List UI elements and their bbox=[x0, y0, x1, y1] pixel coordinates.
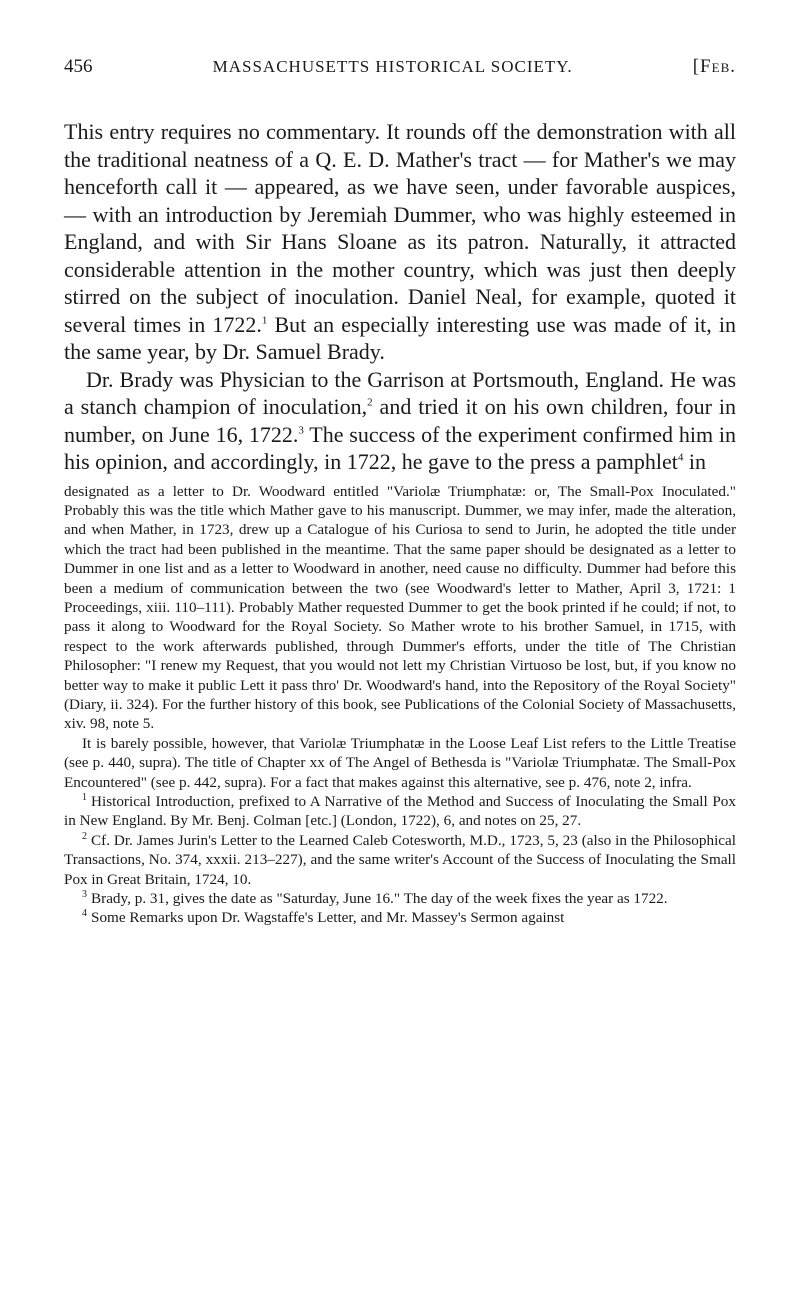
footnote-4: $^4$ Some Remarks upon Dr. Wagstaffe's Letter, and Mr. Massey's Sermon against bbox=[82, 908, 565, 927]
footnote-2: $^2$ Cf. Dr. James Jurin's Letter to the Learned Caleb Cotesworth, M.D., 1723, 5, 23 (also in the Philosophical Transactions, No. 374, xxxii. 213–227), and the same writer's Account of the Success of Inoculating the Small Pox in Great Britain, 1724, 10. bbox=[64, 830, 736, 888]
journal-title: MASSACHUSETTS HISTORICAL SOCIETY. bbox=[212, 57, 573, 76]
footnotes bbox=[64, 482, 736, 928]
footnote-marker: 2 bbox=[82, 830, 87, 842]
footnote-continued-2: It is barely possible, however, that Variolæ Triumphatæ in the Loose Leaf List refers to the Little Treatise (see p. 440, supra). The title of Chapter xx of The Angel of Bethesda is "Variolæ Triumphatæ. The Small-Pox Encountered" (see p. 442, supra). For a fact that makes against this alternative, see p. 476, note 2, infra. bbox=[64, 734, 736, 791]
paragraph-1: This entry requires no commentary. It rounds off the demonstration with all the traditional neatness of a Q. E. D. Mather's tract — for Mather's we may henceforth call it — appeared, as we have seen, under favorable auspices, — with an introduction by Jeremiah Dummer, who was highly esteemed in England, and with Sir Hans Sloane as its patron. Naturally, it attracted considerable attention in the mother country, which was just then deeply stirred on the subject of inoculation. Daniel Neal, for example, quoted it several times in 1722.$^1$ But an especially interesting use was made of it, in the same year, by Dr. Samuel Brady. bbox=[64, 119, 737, 364]
footnote-marker: 3 bbox=[82, 888, 87, 900]
footnote-ref-2[interactable]: 2 bbox=[367, 396, 373, 409]
issue-month: [Feb. bbox=[692, 56, 736, 77]
page-number: 456 bbox=[64, 56, 93, 77]
footnote-continued-1: designated as a letter to Dr. Woodward entitled "Variolæ Triumphatæ: or, The Small-Pox Inoculated." Probably this was the title which Mather gave to his manuscript. Dummer, we may infer, made the alteration, and when Mather, in 1723, drew up a Catalogue of his Curiosa to send to Jurin, he adopted the title under which the tract had been published in the meantime. That the same paper should be designated as a letter to Dummer in one list and as a letter to Woodward in another, need cause no difficulty. Dummer had before this been a medium of communication between the two (see Woodward's letter to Mather, April 3, 1721: 1 Proceedings, xiii. 110–111). Probably Mather requested Dummer to get the book printed if he could; if not, to pass it along to Woodward for the Royal Society. So Mather wrote to his brother Samuel, in 1715, with respect to the work afterwards published, through Dummer's efforts, under the title of The Christian Philosopher: "I renew my Request, that you would not lett my Christian Virtuoso be lost, but, if you know no better way to make it public Lett it pass thro' Dr. Woodward's hand, into the Repository of the Royal Society" (Diary, ii. 324). For the further history of this book, see Publications of the Colonial Society of Massachusetts, xiv. 98, note 5. bbox=[64, 482, 736, 733]
main-text bbox=[64, 118, 736, 476]
footnote-marker: 1 bbox=[82, 791, 87, 803]
running-head bbox=[64, 56, 736, 96]
footnote-1: $^1$ Historical Introduction, prefixed to A Narrative of the Method and Success of Inoculating the Small Pox in New England. By Mr. Benj. Colman [etc.] (London, 1722), 6, and notes on 25, 27. bbox=[64, 791, 736, 830]
page bbox=[64, 56, 736, 928]
footnote-marker: 4 bbox=[82, 908, 87, 920]
footnote-ref-3[interactable]: 3 bbox=[298, 424, 304, 437]
footnote-ref-1[interactable]: 1 bbox=[261, 314, 268, 327]
footnote-ref-4[interactable]: 4 bbox=[677, 451, 684, 464]
footnote-3: $^3$ Brady, p. 31, gives the date as "Saturday, June 16." The day of the week fixes the year as 1722. bbox=[82, 888, 668, 908]
paragraph-2: Dr. Brady was Physician to the Garrison at Portsmouth, England. He was a stanch champion of inoculation,$^2$ and tried it on his own children, four in number, on June 16, 1722.$^3$ The success of the experiment confirmed him in his opinion, and accordingly, in 1722, he gave to the press a pamphlet$^4$ in bbox=[64, 366, 737, 474]
